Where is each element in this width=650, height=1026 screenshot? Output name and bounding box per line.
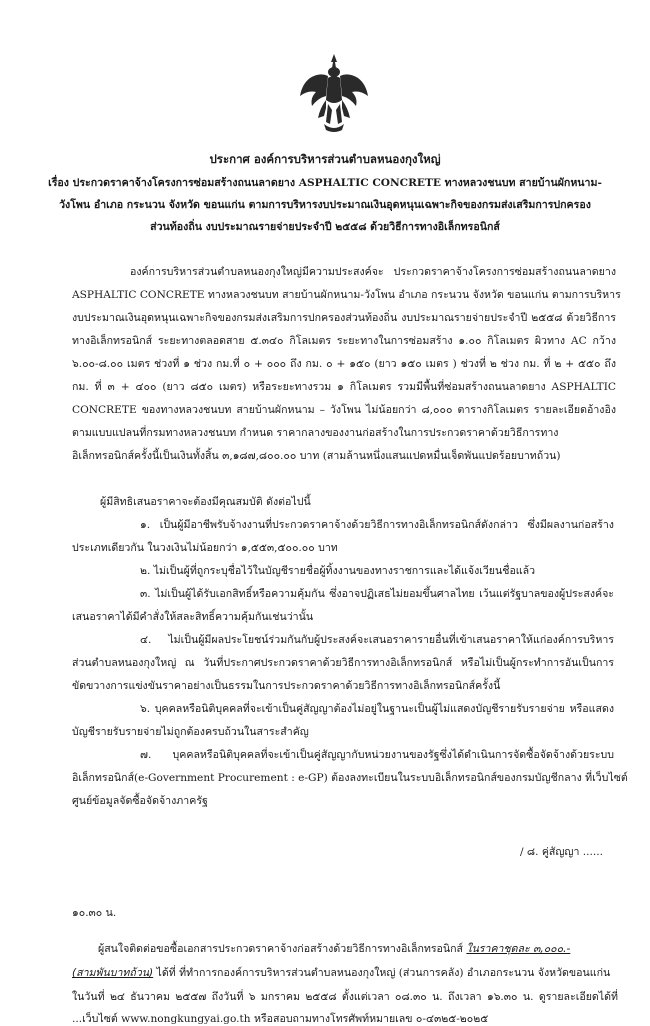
footer-line-1 [98, 942, 570, 956]
qualification-1-cont: ประเภทเดียวกัน ในวงเงินไม่น้อยกว่า ๑,๕๕๓,๕๐๐.๐๐ บาท [72, 542, 338, 554]
announcement-title: ประกาศ องค์การบริหารส่วนตำบลหนองกุงใหญ่ [209, 152, 441, 166]
para1-line: ตามแบบแปลนที่กรมทางหลวงชนบท กำหนด ราคากลางของงานก่อสร้างในการประกวดราคาด้วยวิธีการทาง [72, 427, 559, 439]
time-note: ๑๐.๓๐ น. [72, 907, 117, 919]
footer-line-2 [72, 966, 610, 980]
footer-line-4: ...เว็บไซต์ www.nongkungyai.go.th หรือสอบถามทางโทรศัพท์หมายเลข ๐-๔๓๒๕-๒๐๒๕ [72, 1013, 489, 1025]
para1-line: ๖.๐๐-๘.๐๐ เมตร ช่วงที่ ๑ ช่วง กม.ที่ ๐ + ๐๐๐ ถึง กม. ๐ + ๑๕๐ (ยาว ๑๕๐ เมตร ) ช่วงที่ ๒ ช่วง กม. ที่ ๒ + ๕๕๐ ถึง [72, 358, 616, 370]
para1-line: ทางอิเล็กทรอนิกส์ ระยะทางตลอดสาย ๕.๓๔๐ กิโลเมตร ระยะทางในการซ่อมสร้าง ๑.๐๐ กิโลเมตร ผิวทาง AC กว้าง [72, 335, 616, 347]
para1-line: ASPHALTIC CONCRETE ทางหลวงชนบท สายบ้านผักหนาม-วังโพน อำเภอ กระนวน จังหวัด ขอนแก่น ตามการบริหาร [72, 289, 621, 301]
qualification-3: ๓. ไม่เป็นผู้ได้รับเอกสิทธิ์หรือความคุ้มกัน ซึ่งอาจปฏิเสธไม่ยอมขึ้นศาลไทย เว้นแต่รัฐบาลของผู้ประสงค์จะ [140, 588, 614, 600]
para1-line: องค์การบริหารส่วนตำบลหนองกุงใหญ่มีความประสงค์จะ ประกวดราคาจ้างโครงการซ่อมสร้างถนนลาดยาง [130, 266, 616, 278]
para1-line: CONCRETE ของทางหลวงชนบท สายบ้านผักหนาม – วังโพน ไม่น้อยกว่า ๘,๐๐๐ ตารางกิโลเมตร รายละเอียดอ้างอิง [72, 404, 616, 416]
continued-marker: / ๘. คู่สัญญา ...... [520, 846, 603, 858]
qualification-7-cont: ศูนย์ข้อมูลจัดซื้อจัดจ้างภาครัฐ [72, 795, 208, 807]
subject-line-1: เรื่อง ประกวดราคาจ้างโครงการซ่อมสร้างถนนลาดยาง ASPHALTIC CONCRETE ทางหลวงชนบท สายบ้านผักหนาม- [48, 177, 602, 189]
handwritten-price: ในราคาชุดละ ๓,๐๐๐.- [466, 943, 571, 955]
qualification-3-cont: เสนอราคาได้มีคำสั่งให้สละสิทธิ์ความคุ้มกันเช่นว่านั้น [72, 611, 314, 623]
para1-line: งบประมาณเงินอุดหนุนเฉพาะกิจของกรมส่งเสริมการปกครองส่วนท้องถิ่น งบประมาณรายจ่ายประจำปี ๒๕๕๘ ด้วยวิธีการ [72, 312, 616, 324]
qualification-intro: ผู้มีสิทธิเสนอราคาจะต้องมีคุณสมบัติ ดังต่อไปนี้ [100, 496, 311, 508]
qualification-4-cont: ส่วนตำบลหนองกุงใหญ่ ณ วันที่ประกาศประกวดราคาด้วยวิธีการทางอิเล็กทรอนิกส์ หรือไม่เป็นผู้กระทำการอันเป็นการ [72, 657, 614, 669]
qualification-4: ๔. ไม่เป็นผู้มีผลประโยชน์ร่วมกันกับผู้ประสงค์จะเสนอราคารายอื่นที่เข้าเสนอราคาให้แก่องค์การบริหาร [140, 634, 614, 646]
para1-line: อิเล็กทรอนิกส์ครั้งนี้เป็นเงินทั้งสิ้น ๓,๑๘๗,๘๐๐.๐๐ บาท (สามล้านหนึ่งแสนแปดหมื่นเจ็ดพันแปดร้อยบาทถ้วน) [72, 450, 561, 462]
subject-line-2: วังโพน อำเภอ กระนวน จังหวัด ขอนแก่น ตามการบริหารงบประมาณเงินอุดหนุนเฉพาะกิจของกรมส่งเสริมการปกครอง [59, 199, 591, 211]
qualification-6: ๖. บุคคลหรือนิติบุคคลที่จะเข้าเป็นคู่สัญญาต้องไม่อยู่ในฐานะเป็นผู้ไม่แสดงบัญชีรายรับรายจ่าย หรือแสดง [140, 703, 614, 715]
footer-line-3: ในวันที่ ๒๔ ธันวาคม ๒๕๕๗ ถึงวันที่ ๖ มกราคม ๒๕๕๘ ตั้งแต่เวลา ๐๘.๓๐ น. ถึงเวลา ๑๖.๓๐ น. ดูรายละเอียดได้ที่ [72, 991, 618, 1003]
qualification-2: ๒. ไม่เป็นผู้ที่ถูกระบุชื่อไว้ในบัญชีรายชื่อผู้ทิ้งงานของทางราชการและได้แจ้งเวียนชื่อแล้ว [140, 565, 536, 577]
para1-line: กม. ที่ ๓ + ๔๐๐ (ยาว ๘๕๐ เมตร) หรือระยะทางรวม ๑ กิโลเมตร รวมมีพื้นที่ซ่อมสร้างถนนลาดยาง ASPHALTIC [72, 381, 616, 393]
qualification-4-cont: ขัดขวางการแข่งขันราคาอย่างเป็นธรรมในการประกวดราคาด้วยวิธีการทางอิเล็กทรอนิกส์ครั้งนี้ [72, 680, 501, 692]
qualification-7-cont: อิเล็กทรอนิกส์(e-Government Procurement : e-GP) ต้องลงทะเบียนในระบบอิเล็กทรอนิกส์ของกรมบัญชีกลาง ที่เว็บไซต์ [72, 772, 628, 784]
footer-text: ผู้สนใจติดต่อขอซื้อเอกสารประกวดราคาจ้างก่อสร้างด้วยวิธีการทางอิเล็กทรอนิกส์ [98, 943, 464, 955]
footer-text: ได้ที่ ที่ทำการกองค์การบริหารส่วนตำบลหนองกุงใหญ่ (ส่วนการคลัง) อำเภอกระนวน จังหวัดขอนแก่น [156, 967, 611, 979]
qualification-7: ๗. บุคคลหรือนิติบุคคลที่จะเข้าเป็นคู่สัญญากับหน่วยงานของรัฐซึ่งได้ดำเนินการจัดซื้อจัดจ้างด้วยระบบ [140, 749, 614, 761]
qualification-1: ๑. เป็นผู้มีอาชีพรับจ้างงานที่ประกวดราคาจ้างด้วยวิธีการทางอิเล็กทรอนิกส์ดังกล่าว ซึ่งมีผลงานก่อสร้าง [140, 519, 614, 531]
qualification-6-cont: บัญชีรายรับรายจ่ายไม่ถูกต้องครบถ้วนในสาระสำคัญ [72, 726, 309, 738]
garuda-emblem [298, 52, 370, 134]
handwritten-price-words: (สามพันบาทถ้วน) [72, 967, 154, 979]
subject-line-3: ส่วนท้องถิ่น งบประมาณรายจ่ายประจำปี ๒๕๕๘ ด้วยวิธีการทางอิเล็กทรอนิกส์ [150, 221, 500, 233]
